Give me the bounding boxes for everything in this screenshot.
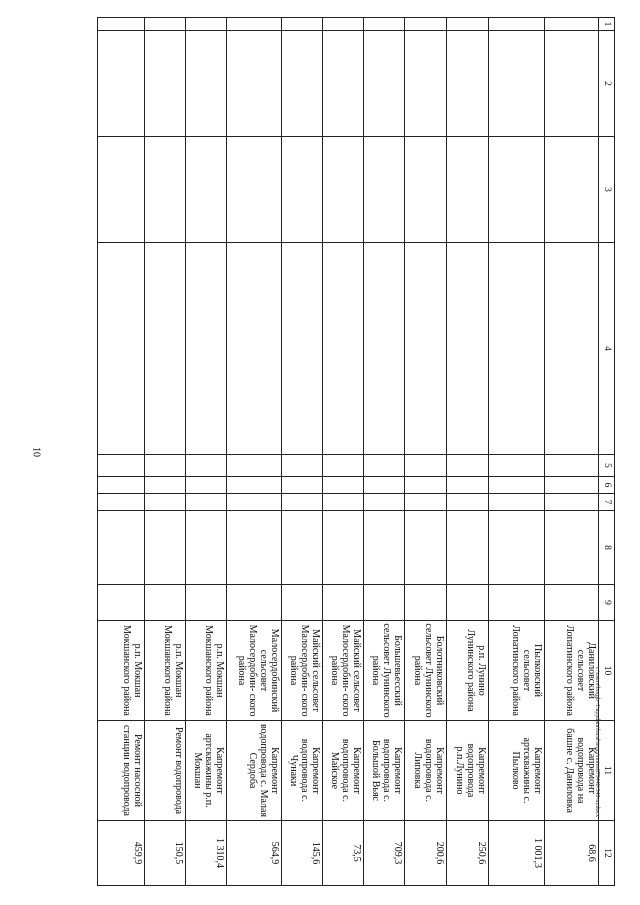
empty-cell (282, 243, 323, 455)
empty-cell (323, 511, 364, 585)
cell-col-11: Ремонт водопровода (145, 721, 186, 821)
empty-cell (447, 18, 489, 31)
header-cell: 4 (599, 243, 615, 455)
empty-cell (98, 137, 145, 243)
empty-cell (545, 511, 599, 585)
empty-cell (364, 31, 405, 137)
empty-cell (405, 494, 447, 511)
cell-col-12: 459,9 (98, 821, 145, 886)
cell-col-11: Ремонт насосной станции водопровода (98, 721, 145, 821)
empty-cell (227, 31, 282, 137)
empty-cell (145, 477, 186, 494)
cell-col-10: Даниловский сельсовет Лопатинского района (545, 621, 599, 721)
empty-cell (227, 243, 282, 455)
empty-cell (227, 494, 282, 511)
empty-cell (545, 455, 599, 477)
empty-cell (364, 585, 405, 621)
empty-cell (98, 585, 145, 621)
page-number: 10 (30, 447, 42, 457)
empty-cell (145, 137, 186, 243)
empty-cell (489, 243, 545, 455)
table-row (282, 18, 323, 886)
empty-cell (447, 477, 489, 494)
empty-cell (282, 585, 323, 621)
empty-cell (489, 477, 545, 494)
header-cell: 3 (599, 137, 615, 243)
cell-col-10: р.п. Лунино Лунинского района (447, 621, 489, 721)
empty-cell (282, 477, 323, 494)
empty-cell (323, 18, 364, 31)
empty-cell (98, 494, 145, 511)
empty-cell (145, 18, 186, 31)
empty-cell (489, 137, 545, 243)
empty-cell (545, 585, 599, 621)
empty-cell (282, 455, 323, 477)
empty-cell (98, 455, 145, 477)
empty-cell (405, 243, 447, 455)
empty-cell (98, 477, 145, 494)
empty-cell (545, 18, 599, 31)
header-cell: 6 (599, 477, 615, 494)
empty-cell (489, 494, 545, 511)
cell-col-11: Капремонт артскважины р.п. Мокшан (186, 721, 227, 821)
table-row (145, 18, 186, 886)
empty-cell (405, 477, 447, 494)
header-cell: 11 (599, 721, 615, 821)
table-row (405, 18, 447, 886)
empty-cell (145, 511, 186, 585)
cell-col-12: 68,6 (545, 821, 599, 886)
cell-col-10: р.п. Мокшан Мокшанского района (145, 621, 186, 721)
empty-cell (405, 31, 447, 137)
empty-cell (227, 477, 282, 494)
cell-col-10: Майский сельсовет Малосердобин- ского района (282, 621, 323, 721)
empty-cell (323, 494, 364, 511)
table-row (489, 18, 545, 886)
cell-col-12: 73,5 (323, 821, 364, 886)
empty-cell (364, 477, 405, 494)
empty-cell (489, 511, 545, 585)
empty-cell (98, 18, 145, 31)
empty-cell (364, 455, 405, 477)
cell-col-11: Капремонт водопровода с. Чунаки (282, 721, 323, 821)
empty-cell (405, 18, 447, 31)
empty-cell (364, 137, 405, 243)
cell-col-12: 150,5 (145, 821, 186, 886)
rotated-table-wrapper (75, 17, 615, 885)
empty-cell (489, 31, 545, 137)
cell-col-12: 564,9 (227, 821, 282, 886)
empty-cell (186, 455, 227, 477)
empty-cell (145, 494, 186, 511)
cell-col-12: 1 001,3 (489, 821, 545, 886)
cell-col-10: Малосердобинский сельсовет Малосердобин- ского района (227, 621, 282, 721)
header-cell: 9 (599, 585, 615, 621)
cell-col-10: Болотниковский сельсовет Лунинского района (405, 621, 447, 721)
cell-col-10: р.п. Мокшан Мокшанского района (98, 621, 145, 721)
empty-cell (186, 585, 227, 621)
empty-cell (405, 585, 447, 621)
header-cell: 10 (599, 621, 615, 721)
empty-cell (186, 511, 227, 585)
cell-col-11: Капремонт водопровода р.п.Лунино (447, 721, 489, 821)
empty-cell (98, 511, 145, 585)
empty-cell (145, 585, 186, 621)
empty-cell (282, 18, 323, 31)
empty-cell (145, 455, 186, 477)
empty-cell (186, 477, 227, 494)
empty-cell (447, 137, 489, 243)
header-cell: 2 (599, 31, 615, 137)
empty-cell (186, 31, 227, 137)
empty-cell (323, 477, 364, 494)
empty-cell (447, 243, 489, 455)
cell-col-11: Капремонт артскважины с. Пылково (489, 721, 545, 821)
table-row (545, 18, 599, 886)
empty-cell (545, 494, 599, 511)
empty-cell (364, 243, 405, 455)
cell-col-10: Пылковский сельсовет Лопатинского района (489, 621, 545, 721)
empty-cell (489, 18, 545, 31)
table-row (364, 18, 405, 886)
empty-cell (447, 455, 489, 477)
footer-file-path: c:\users\borob~1\appdata\local\temp\notes879440\546-m.docx (594, 666, 600, 818)
header-cell: 8 (599, 511, 615, 585)
empty-cell (405, 137, 447, 243)
empty-cell (364, 18, 405, 31)
empty-cell (323, 243, 364, 455)
data-table (97, 17, 615, 886)
empty-cell (282, 494, 323, 511)
empty-cell (145, 243, 186, 455)
empty-cell (323, 137, 364, 243)
cell-col-11: Капремонт водопровода с. Малая Сердоба (227, 721, 282, 821)
cell-col-10: р.п. Мокшан Мокшанского района (186, 621, 227, 721)
empty-cell (545, 243, 599, 455)
empty-cell (227, 18, 282, 31)
table-row (447, 18, 489, 886)
cell-col-12: 709,3 (364, 821, 405, 886)
cell-col-12: 145,6 (282, 821, 323, 886)
empty-cell (489, 585, 545, 621)
cell-col-11: Капремонт водопровода с. Большой Вьяс (364, 721, 405, 821)
empty-cell (447, 511, 489, 585)
empty-cell (489, 455, 545, 477)
cell-col-11: Капремонт водопровода на башне с. Даниловка (545, 721, 599, 821)
empty-cell (282, 137, 323, 243)
empty-cell (227, 511, 282, 585)
header-cell: 5 (599, 455, 615, 477)
table-row (323, 18, 364, 886)
empty-cell (98, 243, 145, 455)
empty-cell (227, 585, 282, 621)
header-cell: 1 (599, 18, 615, 31)
empty-cell (98, 31, 145, 137)
empty-cell (227, 137, 282, 243)
empty-cell (447, 494, 489, 511)
empty-cell (323, 455, 364, 477)
empty-cell (186, 243, 227, 455)
cell-col-10: Большевьесский сельсовет Лунинского района (364, 621, 405, 721)
cell-col-12: 200,6 (405, 821, 447, 886)
empty-cell (364, 511, 405, 585)
empty-cell (405, 455, 447, 477)
cell-col-12: 250,6 (447, 821, 489, 886)
header-cell: 12 (599, 821, 615, 886)
table-row (98, 18, 145, 886)
empty-cell (186, 18, 227, 31)
empty-cell (323, 31, 364, 137)
empty-cell (545, 477, 599, 494)
empty-cell (364, 494, 405, 511)
empty-cell (186, 494, 227, 511)
empty-cell (282, 511, 323, 585)
empty-cell (405, 511, 447, 585)
empty-cell (447, 585, 489, 621)
empty-cell (545, 137, 599, 243)
empty-cell (227, 455, 282, 477)
empty-cell (186, 137, 227, 243)
cell-col-11: Капремонт водопровода с. Липовка (405, 721, 447, 821)
empty-cell (323, 585, 364, 621)
cell-col-12: 1 310,4 (186, 821, 227, 886)
table-row (186, 18, 227, 886)
table-row (227, 18, 282, 886)
empty-cell (447, 31, 489, 137)
empty-cell (545, 31, 599, 137)
empty-cell (145, 31, 186, 137)
header-row (599, 18, 615, 886)
header-cell: 7 (599, 494, 615, 511)
cell-col-10: Майский сельсовет Малосердобин- ского района (323, 621, 364, 721)
empty-cell (282, 31, 323, 137)
cell-col-11: Капремонт водопровода с. Майское (323, 721, 364, 821)
